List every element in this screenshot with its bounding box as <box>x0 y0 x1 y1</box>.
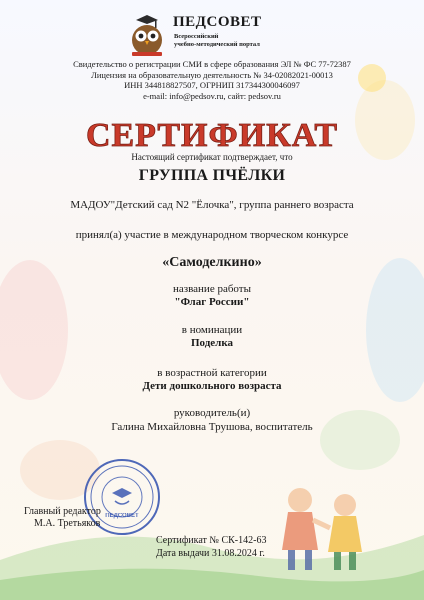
stamp-text: ПЕДСОВЕТ <box>105 513 139 519</box>
registration-info <box>0 59 424 101</box>
recipient-name: ГРУППА ПЧЁЛКИ <box>138 167 286 184</box>
certificate-title-text: СЕРТИФИКАТ <box>85 117 339 154</box>
institution: МАДОУ"Детский сад N2 "Ёлочка", группа раннего возраста <box>70 199 354 211</box>
confirm-text: Настоящий сертификат подтверждает, что <box>131 152 293 162</box>
brand-subtitle: учебно-методический портал <box>174 41 260 48</box>
registration-line: ИНН 344818827507, ОГРНИП 317344300046097 <box>124 80 300 90</box>
contest-name: «Самоделкино» <box>162 255 262 270</box>
age-category-label: в возрастной категории <box>157 367 267 379</box>
nomination-value: Поделка <box>190 337 234 349</box>
leader-label: руководитель(и) <box>173 407 251 419</box>
registration-line: Свидетельство о регистрации СМИ в сфере образования ЭЛ № ФС 77-72387 <box>73 59 351 69</box>
registration-line: e-mail: info@pedsov.ru, сайт: pedsov.ru <box>143 90 281 101</box>
issue-date: Дата выдачи 31.08.2024 г. <box>156 548 265 559</box>
brand-name: ПЕДСОВЕТ <box>173 14 262 30</box>
work-label: название работы <box>173 283 251 295</box>
registration-line: Лицензия на образовательную деятельность № 34-02082021-00013 <box>91 69 333 80</box>
age-category-value: Дети дошкольного возраста <box>142 380 282 392</box>
owl-logo-icon <box>124 14 170 58</box>
certificate-number: Сертификат № СК-142-63 <box>156 535 267 546</box>
certificate-title <box>62 110 362 156</box>
editor-label: Главный редактор <box>24 506 101 517</box>
editor-name: М.А. Третьяков <box>34 518 101 529</box>
brand-subtitle: Всероссийский <box>174 33 219 40</box>
participation-text: принял(а) участие в международном творческом конкурсе <box>75 229 349 241</box>
leader-name: Галина Михайловна Трушова, воспитатель <box>111 421 313 433</box>
work-title: "Флаг России" <box>174 296 250 308</box>
children-illustration <box>282 488 362 570</box>
nomination-label: в номинации <box>181 324 243 336</box>
